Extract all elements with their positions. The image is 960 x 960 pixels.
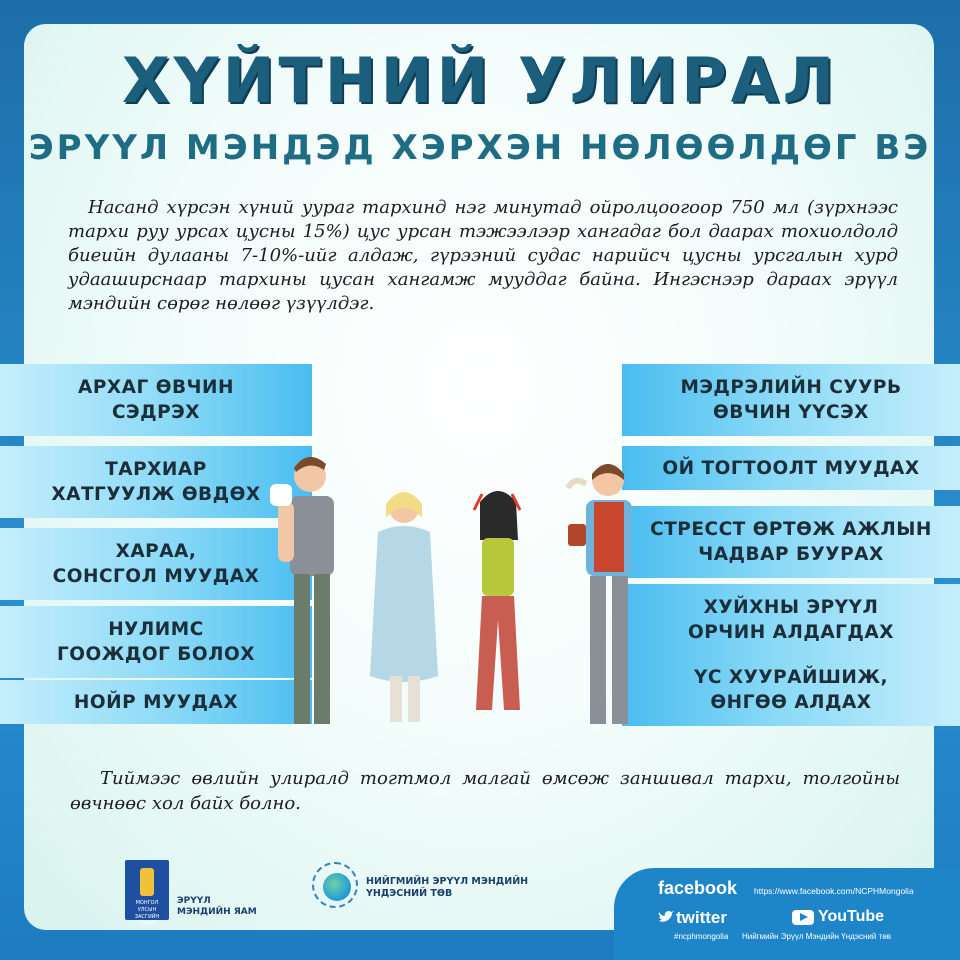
- effect-panel-right-1: [622, 364, 960, 436]
- social-links-panel: [614, 868, 960, 960]
- effect-line: ҮС ХУУРАЙШИЖ,: [693, 667, 889, 688]
- people-illustration: [268, 440, 668, 740]
- ministry-name-line: МЭНДИЙН ЯАМ: [177, 907, 257, 917]
- emblem-line: МОНГОЛ УЛСЫН: [135, 900, 159, 913]
- ncph-emblem-icon: [312, 862, 358, 908]
- effect-line: ОЙ ТОГТООЛТ МУУДАХ: [662, 457, 920, 479]
- effect-line: ХАРАА,: [115, 541, 197, 562]
- effect-line: ХАТГУУЛЖ ӨВДӨХ: [51, 484, 261, 505]
- effect-panel-left-3: [0, 528, 312, 600]
- woman-headache-figure: [474, 491, 520, 710]
- effect-line: ХУЙХНЫ ЭРҮҮЛ: [703, 597, 879, 618]
- effect-panel-right-4: [622, 584, 960, 656]
- effect-panel-left-2: [0, 446, 312, 518]
- effect-panel-left-4: [0, 606, 312, 678]
- effect-line: НУЛИМС: [108, 619, 204, 640]
- center-name-line: НИЙГМИЙН ЭРҮҮЛ МЭНДИЙН: [366, 876, 529, 887]
- page-subtitle: ЭРҮҮЛ МЭНДЭД ХЭРХЭН НӨЛӨӨЛДӨГ ВЭ: [28, 128, 932, 168]
- conclusion-paragraph: Тиймээс өвлийн улиралд тогтмол малгай өмсөж заншивал тархи, толгойны өвчнөөс хол байх болно.: [70, 768, 900, 814]
- emblem-line: ЗАСГИЙН ГАЗАР: [134, 914, 160, 927]
- effect-line: АРХАГ ӨВЧИН: [78, 377, 234, 398]
- effect-line: МЭДРЭЛИЙН СУУРЬ: [680, 377, 902, 398]
- effect-line: СЭДРЭХ: [111, 402, 201, 423]
- effect-panel-right-2: [622, 446, 960, 490]
- effect-line: СОНСГОЛ МУУДАХ: [52, 566, 260, 587]
- facebook-url[interactable]: https://www.facebook.com/NCPHMongolia: [754, 886, 914, 896]
- woman-blanket-figure: [370, 492, 438, 722]
- page-title: ХҮЙТНИЙ УЛИРАЛ: [121, 44, 839, 117]
- effect-line: НОЙР МУУДАХ: [73, 691, 239, 713]
- center-name-line: ҮНДЭСНИЙ ТӨВ: [366, 888, 453, 899]
- effect-line: СТРЕССТ ӨРТӨЖ АЖЛЫН: [650, 519, 932, 540]
- effect-line: ГООЖДОГ БОЛОХ: [56, 644, 255, 665]
- ministry-name-line: ЭРҮҮЛ: [177, 896, 211, 906]
- effect-panel-left-1: [0, 364, 312, 436]
- youtube-logo[interactable]: YouTube: [818, 908, 885, 925]
- man-hot-drink-figure: [568, 464, 632, 724]
- effect-line: ОРЧИН АЛДАГДАХ: [688, 622, 894, 643]
- effect-panel-right-5: [622, 654, 960, 726]
- effect-line: ӨНГӨӨ АЛДАХ: [710, 692, 872, 713]
- effect-line: ЧАДВАР БУУРАХ: [698, 544, 884, 565]
- twitter-bird-icon: [658, 910, 674, 924]
- twitter-logo[interactable]: twitter: [676, 908, 727, 927]
- effect-panel-left-5: [0, 680, 312, 724]
- youtube-channel-name[interactable]: Нийгмийн Эрүүл Мэндийн Үндэсний төв: [742, 932, 891, 941]
- effect-line: ТАРХИАР: [105, 459, 207, 480]
- youtube-play-icon: [792, 910, 814, 925]
- effect-panel-right-3: [622, 506, 960, 578]
- intro-paragraph: Насанд хүрсэн хүний уураг тархинд нэг минутад ойролцоогоор 750 мл (зүрхнээс тархи руу урсах цусны 15%) цус урсан тэжээлээр хангадаг бол даарах тохиолдолд биеийн дулааны 7-10%-ийг алдаж, гүрээний судас нарийсч цусны урсгалын хурд удааширснаар тархины цусан хангамж мууддаг байна. Ингэснээр дараах эрүүл мэндийн сөрөг нөлөөг үзүүлдэг.: [68, 197, 898, 314]
- facebook-logo[interactable]: facebook: [658, 878, 738, 898]
- man-sneezing-figure: [270, 457, 334, 724]
- twitter-handle[interactable]: #ncphmongolia: [674, 932, 729, 941]
- soyombo-emblem-icon: [125, 860, 169, 927]
- effect-line: ӨВЧИН ҮҮСЭХ: [713, 402, 869, 423]
